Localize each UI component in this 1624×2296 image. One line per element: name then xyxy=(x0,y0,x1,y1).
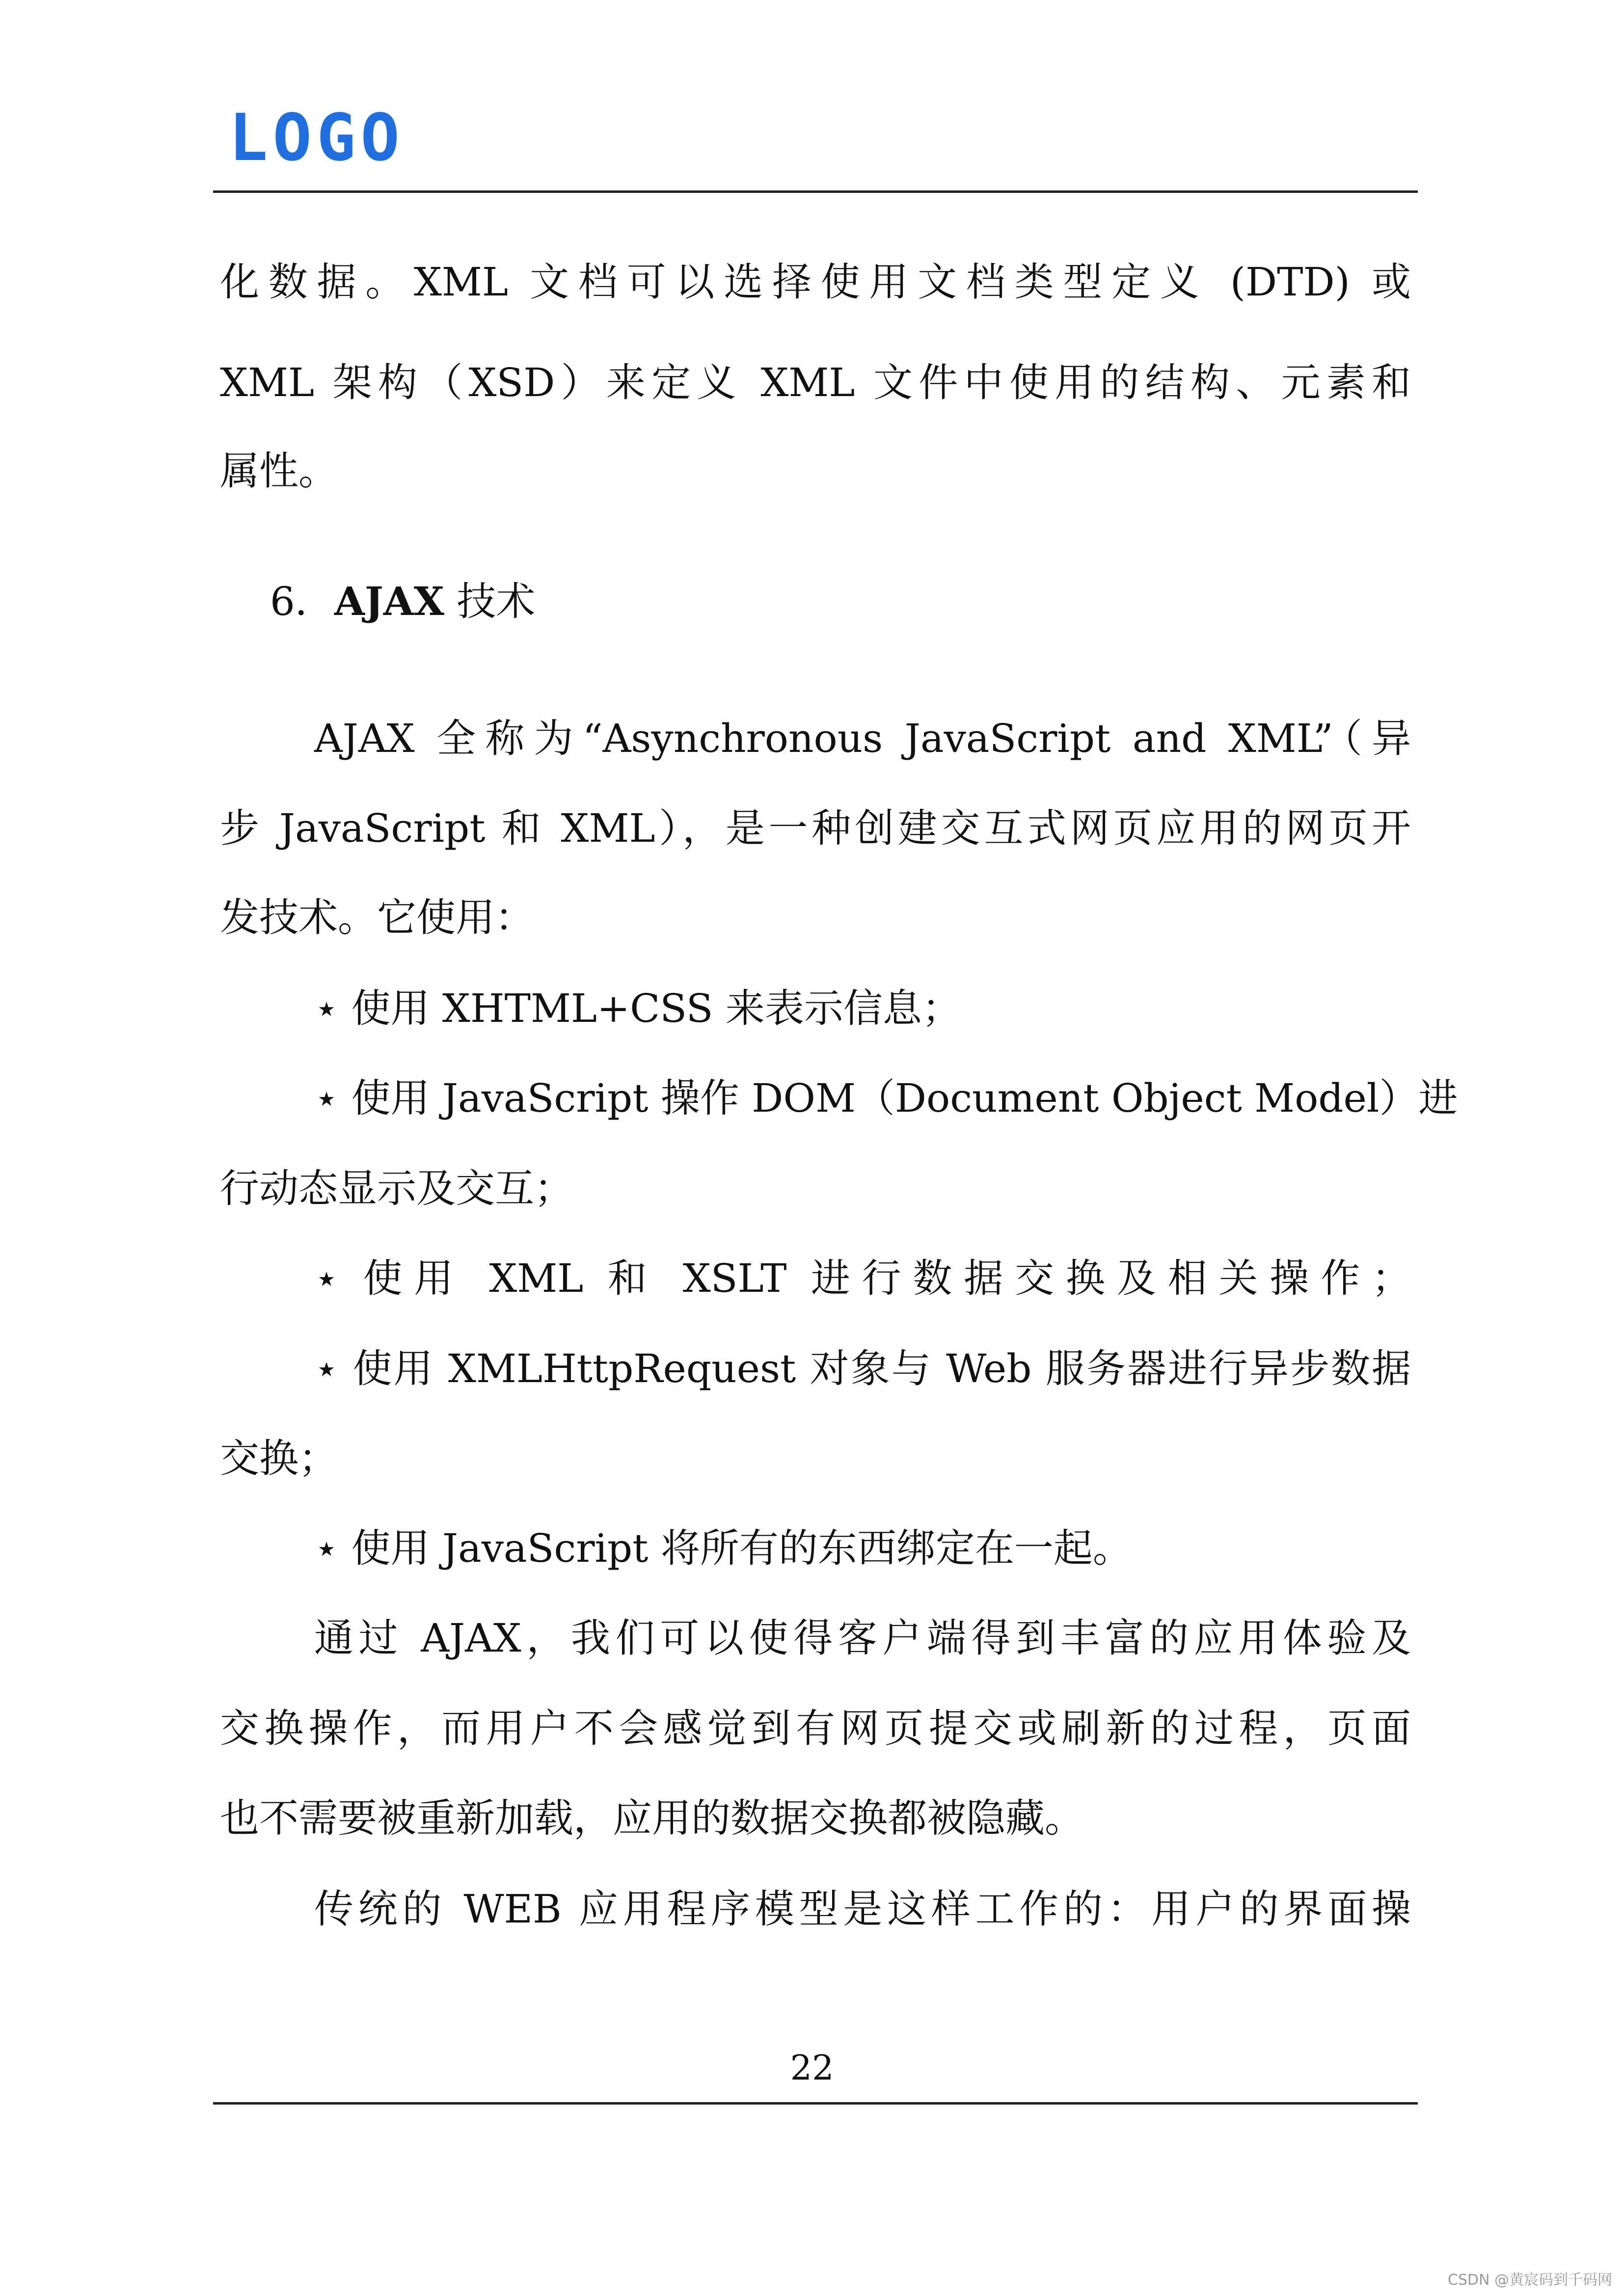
paragraph-2-line-2: 步 JavaScript 和 XML），是一种创建交互式网页应用的网页开 xyxy=(220,805,1411,851)
footer-divider xyxy=(213,2102,1418,2105)
paragraph-1-line-2: XML 架构（XSD）来定义 XML 文件中使用的结构、元素和 xyxy=(220,360,1411,405)
bullet-item-2-line-2: 行动态显示及交互； xyxy=(220,1166,573,1211)
bullet-item-4-line-1: ⋆ 使用 XMLHttpRequest 对象与 Web 服务器进行异步数据 xyxy=(314,1346,1411,1391)
section-title-bold: AJAX xyxy=(334,578,444,624)
watermark: CSDN @黄宸码到千码网 xyxy=(1447,2271,1612,2289)
paragraph-2-line-1: AJAX 全称为“Asynchronous JavaScript and XML”（异 xyxy=(314,716,1411,761)
section-title-rest: 技术 xyxy=(444,579,536,624)
paragraph-4-line-1: 传统的 WEB 应用程序模型是这样工作的：用户的界面操 xyxy=(314,1886,1411,1932)
paragraph-1-line-1: 化数据。XML 文档可以选择使用文档类型定义 (DTD) 或 xyxy=(220,259,1411,305)
paragraph-3-line-1: 通过 AJAX，我们可以使得客户端得到丰富的应用体验及 xyxy=(314,1615,1411,1661)
section-heading xyxy=(270,578,536,624)
page-number: 22 xyxy=(790,2048,834,2088)
bullet-item-4-line-2: 交换； xyxy=(220,1436,338,1481)
paragraph-3-line-3: 也不需要被重新加载，应用的数据交换都被隐藏。 xyxy=(220,1795,1084,1841)
paragraph-1-line-3: 属性。 xyxy=(220,448,338,494)
paragraph-2-line-3: 发技术。它使用： xyxy=(220,895,534,940)
bullet-item-1: ⋆ 使用 XHTML+CSS 来表示信息； xyxy=(314,986,961,1031)
bullet-item-5: ⋆ 使用 JavaScript 将所有的东西绑定在一起。 xyxy=(314,1525,1132,1571)
bullet-item-3: ⋆ 使用 XML 和 XSLT 进行数据交换及相关操作； xyxy=(314,1255,1411,1301)
logo: LOGO xyxy=(229,100,405,176)
header-divider xyxy=(213,190,1418,193)
bullet-item-2-line-1: ⋆ 使用 JavaScript 操作 DOM（Document Object Model）进 xyxy=(314,1075,1458,1121)
paragraph-3-line-2: 交换操作，而用户不会感觉到有网页提交或刷新的过程，页面 xyxy=(220,1706,1411,1751)
section-number: 6． xyxy=(270,579,334,624)
